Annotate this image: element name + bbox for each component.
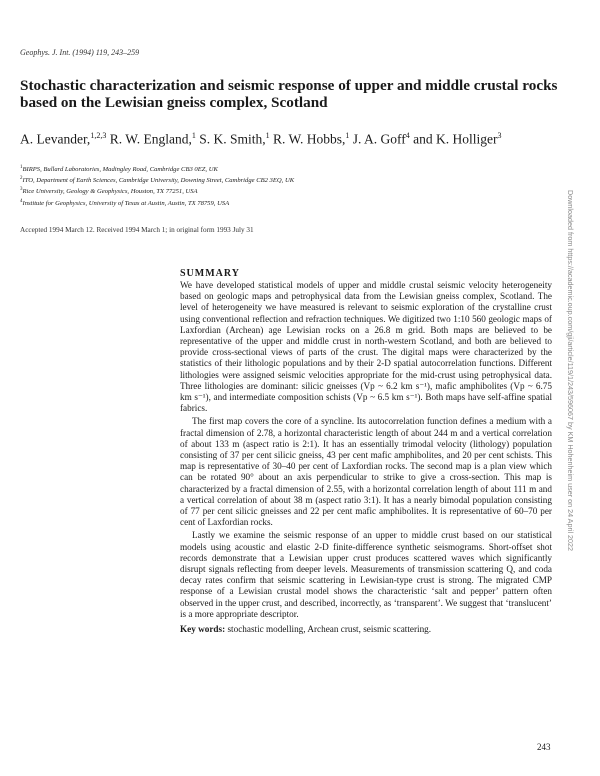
author-superscript: 1,2,3 — [90, 131, 107, 140]
journal-reference: Geophys. J. Int. (1994) 119, 243–259 — [20, 48, 140, 57]
affiliation — [20, 163, 560, 174]
author-superscript: 3 — [497, 131, 502, 140]
affiliation — [20, 174, 560, 185]
affiliation — [20, 197, 560, 208]
affiliation-text: ITO, Department of Earth Sciences, Cambridge University, Downing Street, Cambridge CB2 3EQ, UK — [22, 177, 295, 185]
download-watermark: Downloaded from https://academic.oup.com/gji/article/119/1/243/596067 by KM Hohenheim user on 24 April 2022 — [566, 190, 575, 552]
author: J. A. Goff — [349, 131, 406, 147]
author: A. Levander, — [20, 131, 91, 147]
summary-paragraph: Lastly we examine the seismic response of an upper to middle crust based on our statistical models using acoustic and elastic 2-D finite-difference synthetic seismograms. Short-offset shot records demonstrate that a Lewisian upper crust produces scattered waves which significantly disrupt signals reflecting from deeper levels. Measurements of transmission scattering Q, and coda decay rates confirm that seismic scattering in Lewisian-type crust is strong. The migrated CMP response of a Lewisian crustal model shows the characteristic ‘salt and pepper’ pattern often observed in the upper crust, and described, incorrectly, as ‘transparent’. We suggest that ‘translucent’ is a more appropriate descriptor. — [180, 530, 552, 619]
affiliation — [20, 185, 560, 196]
affiliation-superscript: 1 — [20, 165, 23, 170]
affiliation-text: BIRPS, Bullard Laboratories, Madingley Road, Cambridge CB3 0EZ, UK — [22, 166, 218, 174]
keywords — [180, 624, 552, 635]
author: and K. Holliger — [409, 131, 498, 147]
keywords-text: stochastic modelling, Archean crust, seismic scattering. — [225, 624, 432, 635]
paper-title: Stochastic characterization and seismic response of upper and middle crustal rocks based on the Lewisian gneiss complex, Scotland — [20, 77, 558, 111]
author-superscript: 1 — [191, 131, 196, 140]
summary-paragraph: The first map covers the core of a syncline. Its autocorrelation function defines a medium with a fractal dimension of 2.78, a horizontal characteristic length of about 244 m and a vertical correlation of about 133 m (aspect ratio is 2:1). It has an essentially trimodal velocity (lithology) population consisting of 37 per cent silicic gneiss, 43 per cent mafic amphibolites, and 20 per cent schists. This map is representative of 30–40 per cent of Laxfordian rocks. The second map is a plan view which can be rotated 90° about an axis perpendicular to strike to give a cross-section. This map is characterized by a fractal dimension of 2.55, with a horizontal correlation length of about 111 m and a vertical correlation of about 38 m (aspect ratio 3:1). It has a nearly bimodal population consisting of 77 per cent silicic gneisses and 22 per cent mafic amphibolites. It is representative of 60–70 per cent of Laxfordian rocks. — [180, 416, 552, 528]
author-superscript: 1 — [345, 131, 350, 140]
author-superscript: 4 — [405, 131, 410, 140]
author-superscript: 1 — [265, 131, 270, 140]
author: R. W. Hobbs, — [269, 131, 346, 147]
author-list — [20, 128, 560, 148]
affiliations — [20, 163, 560, 208]
page-number: 243 — [537, 742, 551, 752]
affiliation-text: Institute for Geophysics, University of Texas at Austin, Austin, TX 78759, USA — [22, 199, 230, 207]
summary-body — [180, 280, 552, 635]
summary-paragraph: We have developed statistical models of upper and middle crustal seismic velocity heterogeneity based on geologic maps and petrophysical data from the Lewisian gneiss complex, Scotland. The level of heterogeneity we have measured is relevant to seismic exploration of the crystalline crust using conventional reflection and refraction techniques. We digitized two 1:10 560 geologic maps of Laxfordian (Archean) age Lewisian rocks on a 26.8 m grid. Both maps are believed to be representative of the upper and middle crust in north-western Scotland, and both are believed to provide cross-sectional views of parts of the crust. The digital maps were characterized by the statistics of their lithologic populations and by their 2-D spatial autocorrelation functions. Different lithologies were assigned seismic velocities appropriate for the mid-crust using petrophysical data. Three lithologies are dominant: silicic gneisses (Vp ~ 6.2 km s⁻¹), mafic amphibolites (Vp ~ 6.75 km s⁻¹), and intermediate composition schists (Vp ~ 6.5 km s⁻¹). Both maps have self-affine spatial fabrics. — [180, 280, 552, 414]
author: S. K. Smith, — [195, 131, 266, 147]
affiliation-superscript: 4 — [20, 198, 23, 204]
author: R. W. England, — [106, 131, 192, 147]
summary-heading: SUMMARY — [180, 268, 240, 279]
keywords-label: Key words: — [180, 624, 226, 635]
submission-dates: Accepted 1994 March 12. Received 1994 March 1; in original form 1993 July 31 — [20, 226, 254, 234]
affiliation-text: Rice University, Geology & Geophysics, Houston, TX 77251, USA — [22, 188, 198, 196]
affiliation-superscript: 3 — [20, 187, 23, 193]
affiliation-superscript: 2 — [20, 176, 23, 182]
